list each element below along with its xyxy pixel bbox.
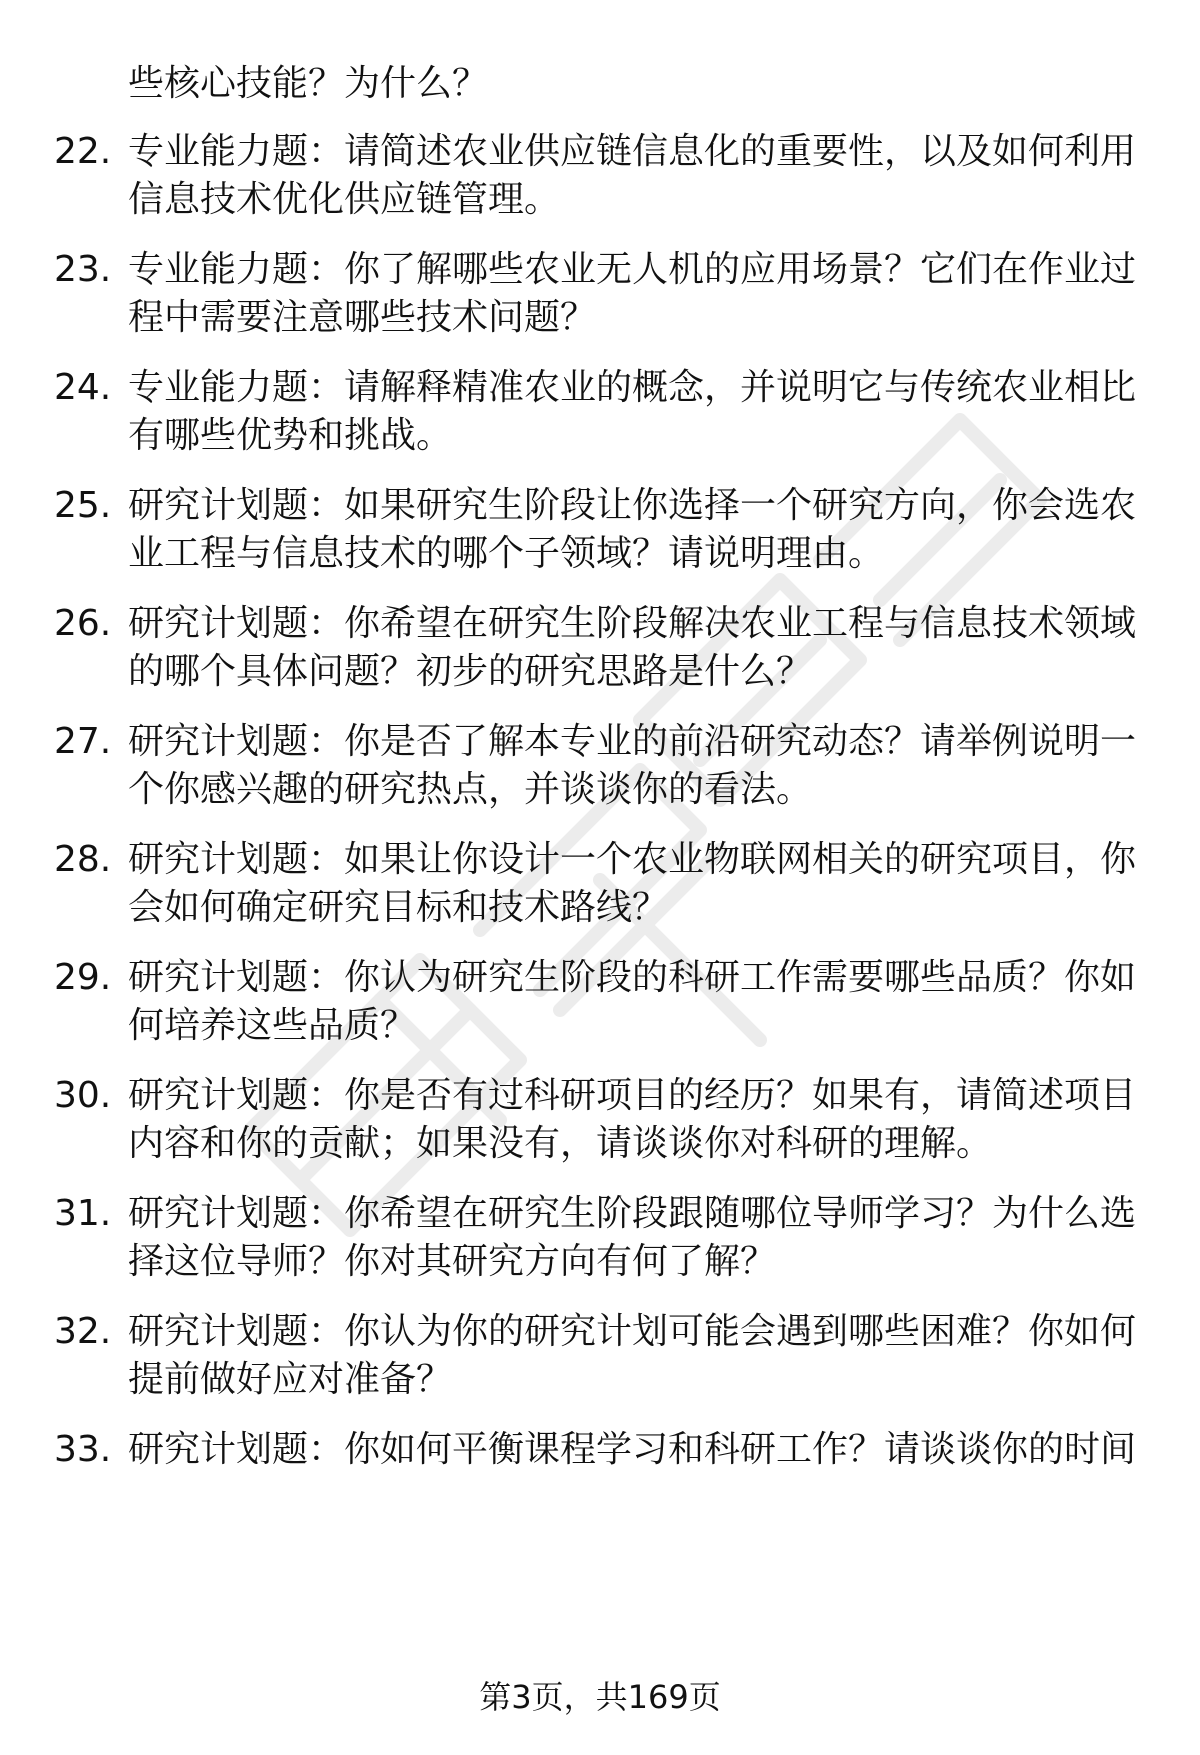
item-number: 33.: [54, 1429, 112, 1470]
item-text-line: 研究计划题：如果研究生阶段让你选择一个研究方向，你会选农: [128, 485, 1137, 526]
item-text-line: 何培养这些品质？: [128, 1005, 417, 1046]
item-number: 29.: [54, 957, 112, 998]
item-number: 27.: [54, 721, 112, 762]
item-text-line: 会如何确定研究目标和技术路线？: [128, 887, 669, 928]
item-number: 24.: [54, 367, 112, 408]
item-text-line: 研究计划题：你希望在研究生阶段解决农业工程与信息技术领域: [128, 603, 1137, 644]
continuation-line: 些核心技能？为什么？: [128, 63, 489, 104]
item-number: 31.: [54, 1193, 112, 1234]
item-text-line: 业工程与信息技术的哪个子领域？请说明理由。: [128, 533, 885, 574]
item-text-line: 研究计划题：你如何平衡课程学习和科研工作？请谈谈你的时间: [128, 1429, 1137, 1470]
item-text-line: 专业能力题：请简述农业供应链信息化的重要性，以及如何利用: [128, 131, 1137, 172]
item-text-line: 研究计划题：如果让你设计一个农业物联网相关的研究项目，你: [128, 839, 1137, 880]
item-text-line: 有哪些优势和挑战。: [128, 415, 453, 456]
item-number: 22.: [54, 131, 112, 172]
item-text-line: 择这位导师？你对其研究方向有何了解？: [128, 1241, 777, 1282]
item-number: 28.: [54, 839, 112, 880]
item-number: 26.: [54, 603, 112, 644]
item-text-line: 个你感兴趣的研究热点，并谈谈你的看法。: [128, 769, 813, 810]
item-text-line: 研究计划题：你认为你的研究计划可能会遇到哪些困难？你如何: [128, 1311, 1137, 1352]
item-text-line: 专业能力题：请解释精准农业的概念，并说明它与传统农业相比: [128, 367, 1137, 408]
page-footer: 第3页，共169页: [479, 1678, 721, 1716]
item-text-line: 的哪个具体问题？初步的研究思路是什么？: [128, 651, 813, 692]
item-text-line: 研究计划题：你希望在研究生阶段跟随哪位导师学习？为什么选: [128, 1193, 1137, 1234]
item-text-line: 专业能力题：你了解哪些农业无人机的应用场景？它们在作业过: [128, 249, 1137, 290]
item-number: 30.: [54, 1075, 112, 1116]
item-text-line: 研究计划题：你是否了解本专业的前沿研究动态？请举例说明一: [128, 721, 1137, 762]
item-text-line: 信息技术优化供应链管理。: [128, 179, 561, 220]
item-text-line: 提前做好应对准备？: [128, 1359, 453, 1400]
item-text-line: 内容和你的贡献；如果没有，请谈谈你对科研的理解。: [128, 1123, 993, 1164]
item-text-line: 研究计划题：你认为研究生阶段的科研工作需要哪些品质？你如: [128, 957, 1137, 998]
item-text-line: 程中需要注意哪些技术问题？: [128, 297, 597, 338]
item-text-line: 研究计划题：你是否有过科研项目的经历？如果有，请简述项目: [128, 1075, 1137, 1116]
item-number: 25.: [54, 485, 112, 526]
item-number: 32.: [54, 1311, 112, 1352]
item-number: 23.: [54, 249, 112, 290]
